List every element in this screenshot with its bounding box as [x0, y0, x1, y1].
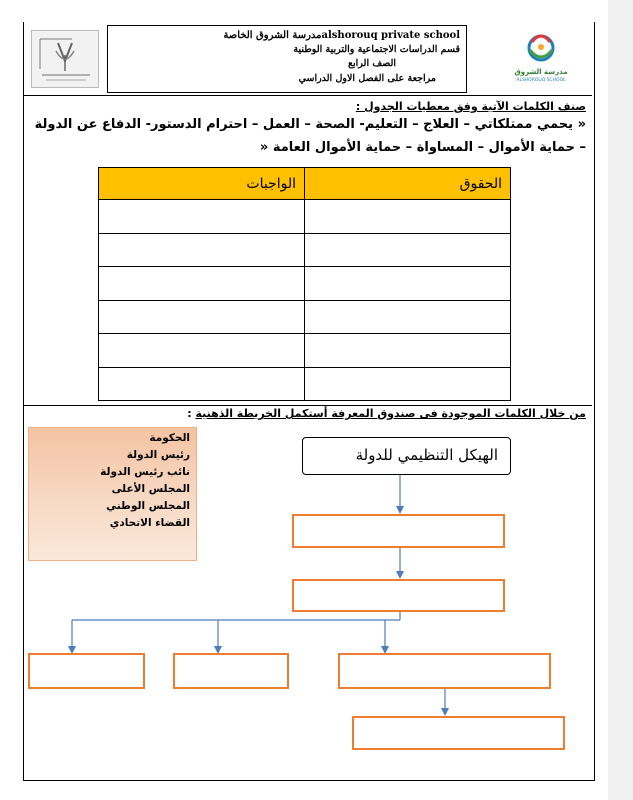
duty-cell[interactable]: [99, 334, 305, 368]
right-cell[interactable]: [305, 200, 511, 234]
school-logo-text: مدرسة الشروق: [514, 68, 568, 76]
header-divider: [24, 95, 592, 96]
mind-map-answer-box[interactable]: [338, 653, 551, 689]
table-row: [99, 334, 511, 368]
school-logo: [508, 28, 574, 90]
duty-cell[interactable]: [99, 300, 305, 334]
table-row: [99, 200, 511, 234]
word-bank-line-1: « يحمي ممتلكاتي – العلاج – التعليم- الصحة – العمل – احترام الدستور- الدفاع عن الدولة: [34, 117, 586, 132]
mind-map-answer-box[interactable]: [292, 514, 505, 548]
question-2-title: [150, 407, 586, 420]
school-name: alshorouq private schoolمدرسة الشروق الخاصة: [223, 30, 460, 41]
right-cell[interactable]: [305, 367, 511, 401]
mind-map-answer-box[interactable]: [28, 653, 145, 689]
question-2-title-text: من خلال الكلمات الموجودة فى صندوق المعرفة أستكمل الخريطة الذهنية: [195, 407, 586, 420]
duty-cell[interactable]: [99, 367, 305, 401]
knowledge-item: رئيس الدولة: [126, 449, 190, 461]
mind-map-answer-box[interactable]: [292, 579, 505, 612]
ministry-logo: [31, 30, 99, 88]
right-cell[interactable]: [305, 334, 511, 368]
school-logo-text-en: ALSHOROUQ SCHOOL: [516, 78, 566, 83]
right-cell[interactable]: [305, 267, 511, 301]
mind-map-answer-box[interactable]: [352, 716, 565, 750]
knowledge-item: القضاء الاتحادي: [109, 517, 190, 529]
question-1-title: صنف الكلمات الآتية وفق معطيات الجدول :: [355, 100, 586, 113]
right-cell[interactable]: [305, 300, 511, 334]
ministry-emblem-icon: [32, 31, 98, 87]
right-cell[interactable]: [305, 233, 511, 267]
table-row: [99, 300, 511, 334]
rights-duties-table: [98, 167, 511, 401]
duty-cell[interactable]: [99, 200, 305, 234]
duty-cell[interactable]: [99, 233, 305, 267]
department-name: قسم الدراسات الاجتماعية والتربية الوطنية: [293, 44, 460, 55]
table-row: [99, 267, 511, 301]
review-label: مراجعة على الفصل الاول الدراسي: [298, 73, 436, 84]
knowledge-box: [28, 427, 197, 561]
knowledge-item: المجلس الوطني: [106, 500, 190, 512]
duties-column-header: الواجبات: [99, 168, 305, 200]
duty-cell[interactable]: [99, 267, 305, 301]
mind-map-root: [302, 437, 511, 475]
knowledge-item: الحكومة: [149, 432, 190, 444]
grade-label: الصف الرابع: [347, 58, 396, 69]
knowledge-item: المجلس الأعلى: [111, 483, 190, 495]
table-header-row: [99, 168, 511, 200]
table-row: [99, 367, 511, 401]
word-bank-line-2: – حماية الأموال – المساواة – حماية الأموال العامة «: [259, 140, 586, 155]
knowledge-item: نائب رئيس الدولة: [100, 466, 190, 478]
scrollbar-track: [608, 0, 633, 800]
mind-map-answer-box[interactable]: [173, 653, 289, 689]
mind-map-root-label: الهيكل التنظيمي للدولة: [355, 446, 498, 464]
school-header-box: [107, 25, 467, 93]
table-row: [99, 233, 511, 267]
section-divider: [24, 405, 592, 406]
question-2-title-suffix: :: [187, 407, 196, 420]
rights-column-header: الحقوق: [305, 168, 511, 200]
